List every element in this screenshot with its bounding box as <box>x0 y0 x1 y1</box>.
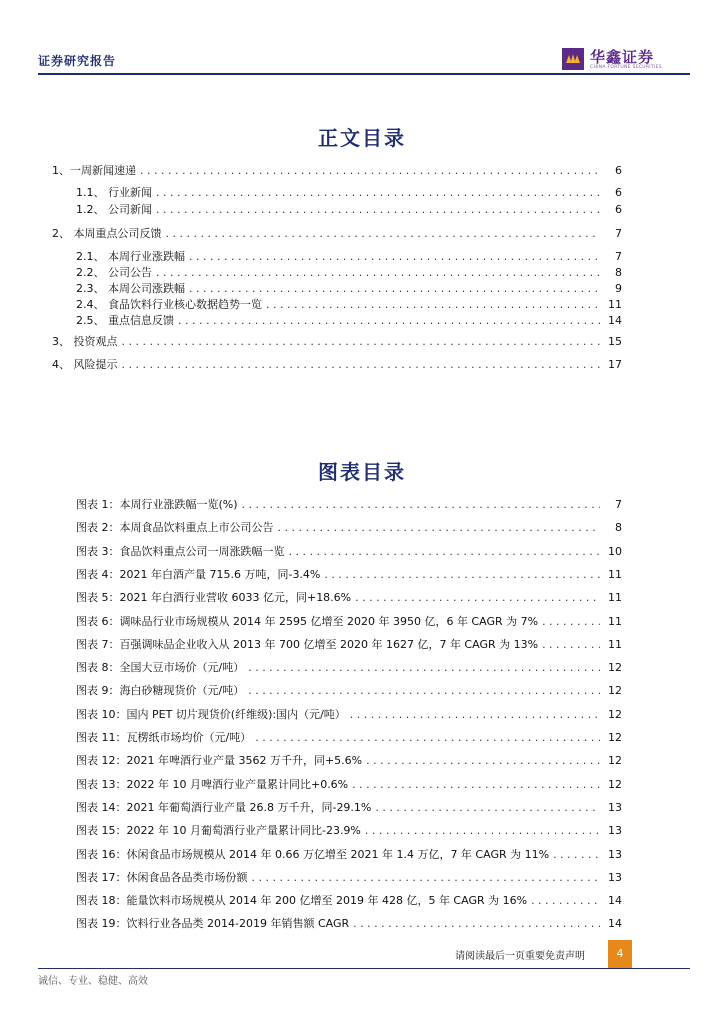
toc-title: 正文目录 <box>318 126 406 150</box>
figure-leader-dots <box>365 824 600 837</box>
toc-row[interactable] <box>76 296 622 312</box>
figure-label: 图表 17：休闲食品各品类市场份额 <box>76 870 248 884</box>
figure-page-number: 12 <box>608 777 622 791</box>
figure-leader-dots <box>375 801 600 814</box>
toc-leader-dots <box>166 227 601 240</box>
figure-leader-dots <box>553 848 600 861</box>
toc-page-number: 7 <box>615 250 622 263</box>
figure-row[interactable] <box>76 822 622 838</box>
toc-row[interactable] <box>52 333 622 349</box>
toc-leader-dots <box>140 164 600 177</box>
toc-row[interactable] <box>52 356 622 372</box>
figure-leader-dots <box>531 894 600 907</box>
figure-label: 图表 18：能量饮料市场规模从 2014 年 200 亿增至 2019 年 428 亿，5 年 CAGR 为 16% <box>76 894 528 908</box>
figure-leader-dots <box>355 591 600 604</box>
figure-page-number: 12 <box>608 754 622 768</box>
toc-row[interactable] <box>76 264 622 280</box>
figure-page-number: 11 <box>608 637 622 651</box>
figure-label: 图表 2：本周食品饮料重点上市公司公告 <box>76 521 274 535</box>
figure-page-number: 14 <box>608 917 622 931</box>
toc-label: 2.3、 本周公司涨跌幅 <box>76 282 185 295</box>
figure-row[interactable] <box>76 846 622 862</box>
figure-row[interactable] <box>76 636 622 652</box>
toc-leader-dots <box>122 335 601 348</box>
logo-subtitle: CHINA FORTUNE SECURITIES <box>590 65 662 70</box>
toc-leader-dots <box>266 298 600 311</box>
toc-leader-dots <box>156 203 600 216</box>
figure-page-number: 11 <box>608 614 622 628</box>
figure-page-number: 12 <box>608 731 622 744</box>
figure-leader-dots <box>366 754 600 767</box>
figure-leader-dots <box>242 498 600 511</box>
figure-row[interactable] <box>76 589 622 605</box>
figure-label: 图表 13：2022 年 10 月啤酒行业产量累计同比+0.6% <box>76 777 349 791</box>
figure-leader-dots <box>542 638 600 651</box>
toc-leader-dots <box>178 314 600 327</box>
figure-page-number: 12 <box>608 707 622 721</box>
toc-page-number: 14 <box>608 314 622 327</box>
toc-row[interactable] <box>76 201 622 217</box>
toc-label: 2.1、 本周行业涨跌幅 <box>76 250 185 263</box>
toc-page-number: 6 <box>615 203 622 216</box>
figure-row[interactable] <box>76 566 622 582</box>
figure-leader-dots <box>248 661 600 674</box>
figure-leader-dots <box>252 871 601 884</box>
toc-page-number: 9 <box>615 282 622 295</box>
toc-label: 4、 风险提示 <box>52 358 118 371</box>
toc-row[interactable] <box>76 184 622 200</box>
figure-page-number: 12 <box>608 661 622 675</box>
figure-leader-dots <box>542 615 600 628</box>
toc-page-number: 11 <box>608 298 622 311</box>
toc-page-number: 6 <box>615 164 622 177</box>
page-number-badge: 4 <box>608 940 632 968</box>
figure-leader-dots <box>350 708 600 721</box>
toc-page-number: 7 <box>615 227 622 240</box>
figure-row[interactable] <box>76 543 622 559</box>
company-logo <box>562 46 692 74</box>
toc-leader-dots <box>189 250 600 263</box>
toc-leader-dots <box>156 266 600 279</box>
figure-label: 图表 12：2021 年啤酒行业产量 3562 万千升，同+5.6% <box>76 754 363 768</box>
figure-row[interactable] <box>76 799 622 815</box>
figure-page-number: 10 <box>608 544 622 558</box>
figure-row[interactable] <box>76 915 622 931</box>
figure-label: 图表 7：百强调味品企业收入从 2013 年 700 亿增至 2020 年 1627 亿，7 年 CAGR 为 13% <box>76 637 539 651</box>
figure-label: 图表 1：本周行业涨跌幅一览(%) <box>76 498 238 511</box>
figure-row[interactable] <box>76 682 622 698</box>
figure-label: 图表 19：饮料行业各品类 2014-2019 年销售额 CAGR <box>76 917 350 931</box>
toc-label: 1、一周新闻速递 <box>52 164 136 177</box>
toc-page-number: 8 <box>615 266 622 279</box>
header-label: 证券研究报告 <box>38 54 117 68</box>
logo-text: 华鑫证券 <box>590 48 655 66</box>
toc-row[interactable] <box>52 225 622 241</box>
figure-page-number: 7 <box>615 498 622 511</box>
figure-page-number: 13 <box>608 847 622 861</box>
figure-label: 图表 15：2022 年 10 月葡萄酒行业产量累计同比-23.9% <box>76 824 361 838</box>
figure-row[interactable] <box>76 776 622 792</box>
figure-row[interactable] <box>76 496 622 512</box>
figure-leader-dots <box>255 731 600 744</box>
figure-leader-dots <box>353 917 600 930</box>
footer-rule <box>38 968 690 969</box>
figure-page-number: 13 <box>608 800 622 814</box>
figure-label: 图表 14：2021 年葡萄酒行业产量 26.8 万千升，同-29.1% <box>76 800 372 814</box>
figure-label: 图表 9：海白砂糖现货价（元/吨） <box>76 684 245 698</box>
figure-page-number: 11 <box>608 591 622 605</box>
figure-leader-dots <box>248 684 600 697</box>
toc-leader-dots <box>189 282 600 295</box>
toc-row[interactable] <box>76 280 622 296</box>
figure-page-number: 13 <box>608 824 622 838</box>
header-rule <box>38 73 690 75</box>
figure-leader-dots <box>324 568 600 581</box>
toc-label: 2、 本周重点公司反馈 <box>52 227 162 240</box>
toc-page-number: 6 <box>615 186 622 199</box>
figure-leader-dots <box>278 521 601 534</box>
toc-label: 2.2、 公司公告 <box>76 266 152 279</box>
footer-motto: 诚信、专业、稳健、高效 <box>38 976 148 987</box>
figure-row[interactable] <box>76 613 622 629</box>
figure-label: 图表 3：食品饮料重点公司一周涨跌幅一览 <box>76 544 285 558</box>
figure-leader-dots <box>289 545 601 558</box>
figure-label: 图表 8：全国大豆市场价（元/吨） <box>76 661 245 675</box>
figure-page-number: 8 <box>615 521 622 535</box>
toc-label: 2.5、 重点信息反馈 <box>76 314 174 327</box>
figure-row[interactable] <box>76 892 622 908</box>
toc-label: 1.1、 行业新闻 <box>76 186 152 199</box>
figure-label: 图表 10：国内 PET 切片现货价(纤维级):国内（元/吨） <box>76 707 346 721</box>
toc-page-number: 17 <box>608 358 622 371</box>
figure-row[interactable] <box>76 706 622 722</box>
toc-label: 1.2、 公司新闻 <box>76 203 152 216</box>
figure-row[interactable] <box>76 729 622 745</box>
figure-label: 图表 5：2021 年白酒行业营收 6033 亿元，同+18.6% <box>76 591 352 605</box>
figure-row[interactable] <box>76 869 622 885</box>
toc-page-number: 15 <box>608 335 622 348</box>
toc-leader-dots <box>156 186 600 199</box>
figure-label: 图表 16：休闲食品市场规模从 2014 年 0.66 万亿增至 2021 年 1.4 万亿，7 年 CAGR 为 11% <box>76 847 550 861</box>
figure-page-number: 13 <box>608 870 622 884</box>
figure-label: 图表 11：瓦楞纸市场均价（元/吨） <box>76 731 252 744</box>
figure-row[interactable] <box>76 752 622 768</box>
toc-leader-dots <box>122 358 601 371</box>
toc-label: 2.4、 食品饮料行业核心数据趋势一览 <box>76 298 262 311</box>
toc-label: 3、 投资观点 <box>52 335 118 348</box>
figure-row[interactable] <box>76 519 622 535</box>
toc-row[interactable] <box>52 162 622 178</box>
figure-leader-dots <box>352 778 600 791</box>
logo-mark-icon <box>562 48 584 70</box>
figure-label: 图表 6：调味品行业市场规模从 2014 年 2595 亿增至 2020 年 3950 亿，6 年 CAGR 为 7% <box>76 614 539 628</box>
toc-row[interactable] <box>76 248 622 264</box>
figure-label: 图表 4：2021 年白酒产量 715.6 万吨，同-3.4% <box>76 567 321 581</box>
figures-title: 图表目录 <box>318 460 406 484</box>
figure-row[interactable] <box>76 659 622 675</box>
figure-page-number: 11 <box>608 567 622 581</box>
figure-page-number: 12 <box>608 684 622 698</box>
toc-row[interactable] <box>76 312 622 328</box>
figure-page-number: 14 <box>608 894 622 908</box>
disclaimer-text: 请阅读最后一页重要免责声明 <box>455 951 585 962</box>
